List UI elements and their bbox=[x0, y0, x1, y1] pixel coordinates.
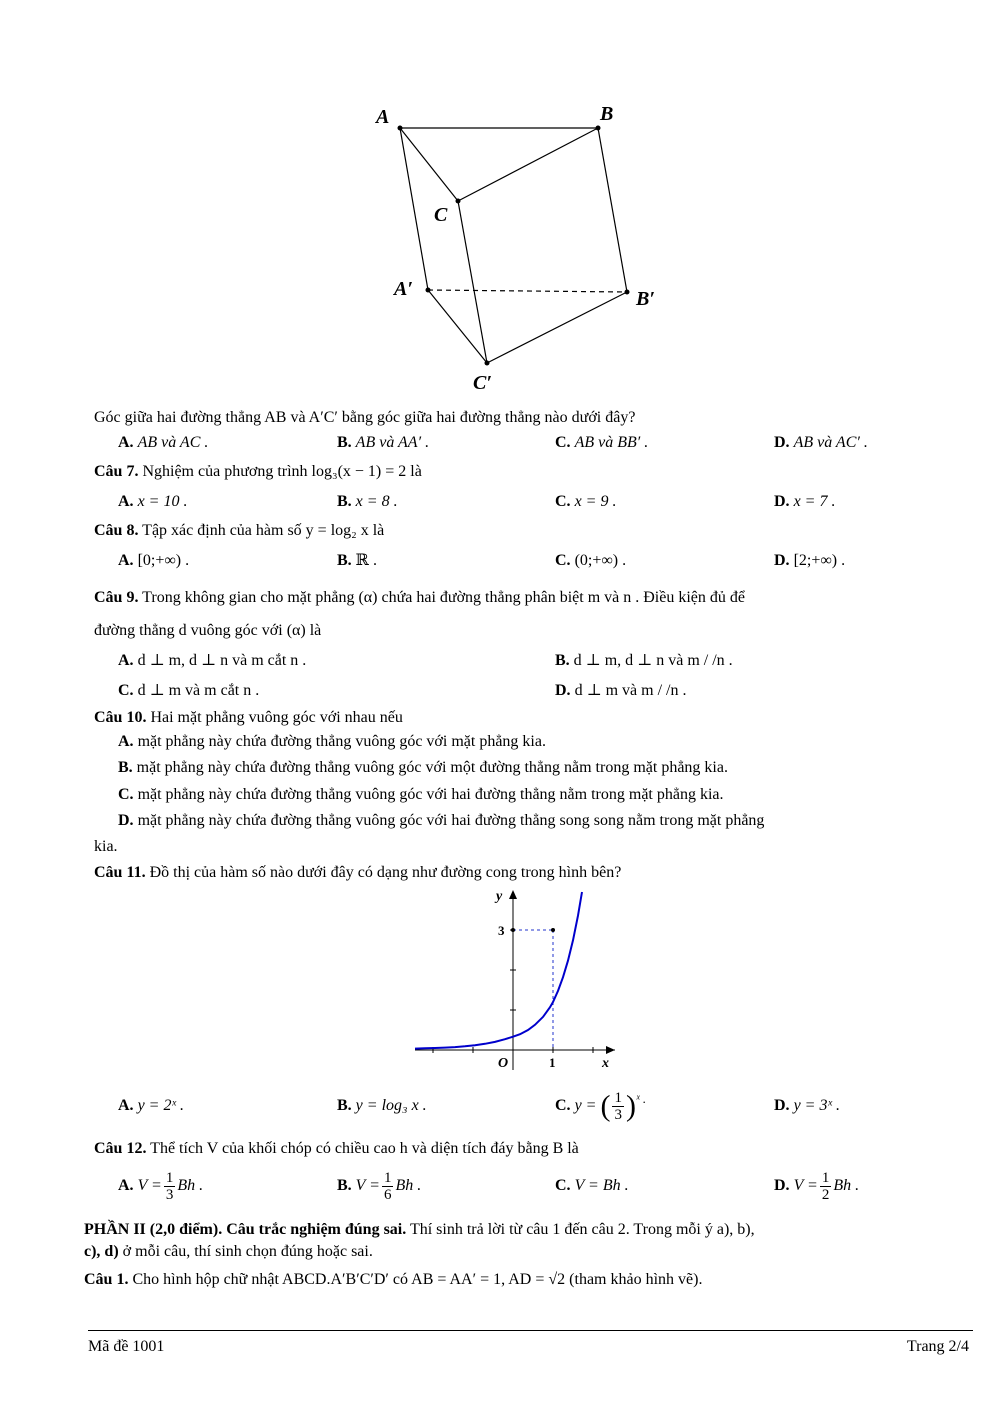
q10-stem: Câu 10. Hai mặt phẳng vuông góc với nhau nếu bbox=[94, 709, 403, 726]
q8-option-a: A. [0;+∞) . bbox=[118, 552, 190, 569]
q11-curve bbox=[415, 892, 582, 1049]
q11-graph bbox=[410, 885, 625, 1075]
label-A: A bbox=[376, 106, 390, 128]
label-B: B bbox=[600, 103, 614, 125]
q8-option-b: B. ℝ . bbox=[337, 552, 377, 569]
q12-option-d: D. V = $\frac{1}{2}$ Bh . bbox=[774, 1169, 860, 1203]
footer-page-number: Trang 2/4 bbox=[906, 1338, 969, 1355]
q9-option-b: B. d ⊥ m, d ⊥ n và m / /n . bbox=[555, 652, 733, 669]
q11-origin: O bbox=[498, 1056, 509, 1071]
q12-stem: Câu 12. Thể tích V của khối chóp có chiều cao h và diện tích đáy bằng B là bbox=[94, 1140, 579, 1157]
q7-option-a: A. x = 10 . bbox=[118, 493, 188, 510]
q9-option-c: C. d ⊥ m và m cắt n . bbox=[118, 682, 260, 699]
q6-stem: Góc giữa hai đường thẳng AB và A′C′ bằng góc giữa hai đường thẳng nào dưới đây? bbox=[94, 409, 636, 426]
q11-option-a: A. y = 2ˣ . bbox=[118, 1097, 184, 1114]
q12-option-c: C. V = Bh . bbox=[555, 1177, 629, 1194]
q6-option-a: A. AB và AC . bbox=[118, 434, 209, 451]
q6-option-b: B. AB và AA′ . bbox=[337, 434, 430, 451]
label-C: C bbox=[434, 204, 448, 226]
q10-option-d: D. mặt phẳng này chứa đường thẳng vuông góc với hai đường thẳng song song nằm trong mặt phẳng bbox=[118, 812, 765, 829]
q8-stem: Câu 8. Tập xác định của hàm số y = log₂ x là bbox=[94, 522, 385, 539]
q7-option-c: C. x = 9 . bbox=[555, 493, 617, 510]
label-B-prime: B′ bbox=[636, 288, 655, 310]
q6-option-c: C. AB và BB′ . bbox=[555, 434, 649, 451]
q10-option-a: A. mặt phẳng này chứa đường thẳng vuông góc với mặt phẳng kia. bbox=[118, 733, 546, 750]
prism-figure bbox=[360, 95, 680, 400]
q7-option-d: D. x = 7 . bbox=[774, 493, 836, 510]
footer-exam-code: Mã đề 1001 bbox=[88, 1338, 165, 1355]
q9-option-d: D. d ⊥ m và m / /n . bbox=[555, 682, 687, 699]
q11-tick-x: 1 bbox=[549, 1055, 556, 1070]
q8-option-d: D. [2;+∞) . bbox=[774, 552, 846, 569]
q11-option-d: D. y = 3ˣ . bbox=[774, 1097, 840, 1114]
q11-option-c: C. y = ( $\frac{1}{3}$ )$^{ˣ .}$ bbox=[555, 1089, 647, 1123]
part2-heading-line2: c), d) ở mỗi câu, thí sinh chọn đúng hoặc sai. bbox=[84, 1243, 373, 1260]
q7-stem: Câu 7. Nghiệm của phương trình log₃(x − 1) = 2 là bbox=[94, 463, 422, 480]
q12-option-a: A. V = $\frac{1}{3}$ Bh . bbox=[118, 1169, 204, 1203]
q9-stem-line2: đường thẳng d vuông góc với (α) là bbox=[94, 622, 322, 639]
q10-option-b: B. mặt phẳng này chứa đường thẳng vuông góc với một đường thẳng nằm trong mặt phẳng kia. bbox=[118, 759, 728, 776]
q10-option-d-wrap: kia. bbox=[94, 838, 118, 855]
q12-option-b: B. V = $\frac{1}{6}$ Bh . bbox=[337, 1169, 422, 1203]
q6-option-d: D. AB và AC′ . bbox=[774, 434, 868, 451]
q11-stem: Câu 11. Đồ thị của hàm số nào dưới đây có dạng như đường cong trong hình bên? bbox=[94, 864, 622, 881]
q11-option-b: B. y = log₃ x . bbox=[337, 1097, 427, 1114]
label-C-prime: C′ bbox=[473, 372, 492, 394]
q10-option-c: C. mặt phẳng này chứa đường thẳng vuông góc với hai đường thẳng nằm trong mặt phẳng kia. bbox=[118, 786, 724, 803]
q9-stem-line1: Câu 9. Trong không gian cho mặt phẳng (α) chứa hai đường thẳng phân biệt m và n . Điều kiện đủ để bbox=[94, 589, 745, 606]
q8-option-c: C. (0;+∞) . bbox=[555, 552, 627, 569]
label-A-prime: A′ bbox=[394, 278, 413, 300]
part2-q1-stem: Câu 1. Cho hình hộp chữ nhật ABCD.A′B′C′D′ có AB = AA′ = 1, AD = √2 (tham khảo hình vẽ). bbox=[84, 1271, 703, 1288]
part2-heading-line1: PHẦN II (2,0 điểm). Câu trắc nghiệm đúng sai. Thí sinh trả lời từ câu 1 đến câu 2. Trong mỗi ý a), b), bbox=[84, 1221, 755, 1238]
q11-tick-y: 3 bbox=[498, 923, 505, 938]
footer-rule bbox=[88, 1330, 973, 1331]
q9-option-a: A. d ⊥ m, d ⊥ n và m cắt n . bbox=[118, 652, 307, 669]
q11-x-label: x bbox=[602, 1056, 609, 1071]
q11-y-label: y bbox=[496, 889, 503, 904]
q7-option-b: B. x = 8 . bbox=[337, 493, 398, 510]
